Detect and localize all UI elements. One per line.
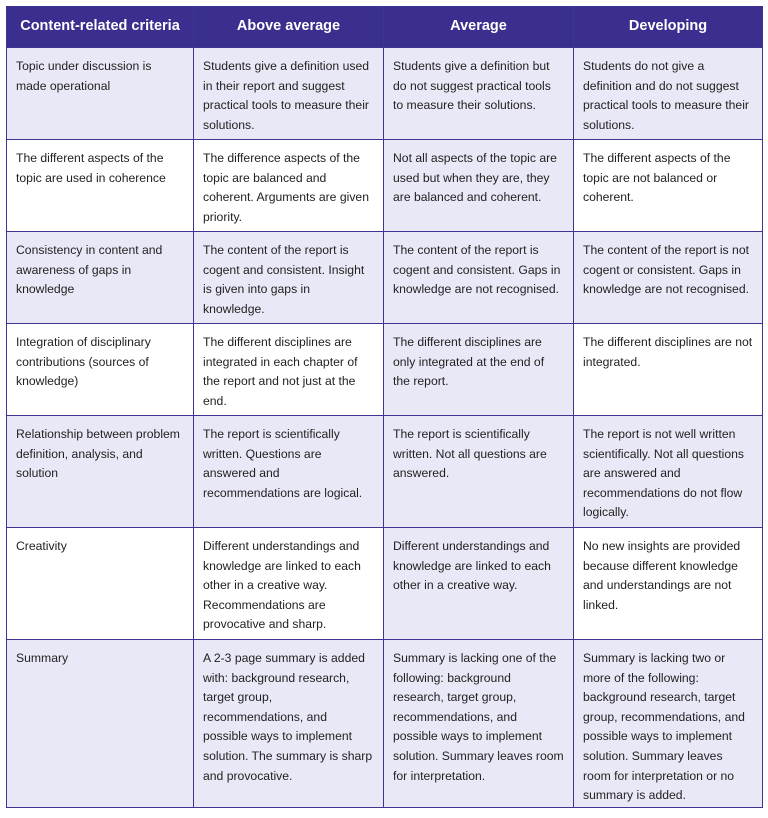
developing-cell: Students do not give a definition and do not suggest practical tools to measure their solutions.: [574, 48, 763, 140]
above-average-cell: Students give a definition used in their report and suggest practical tools to measure their solutions.: [194, 48, 384, 140]
average-cell: Not all aspects of the topic are used but when they are, they are balanced and coherent.: [384, 140, 574, 232]
table-row: [7, 640, 763, 808]
developing-cell: No new insights are provided because different knowledge and understandings are not linked.: [574, 528, 763, 640]
header-average: Average: [384, 7, 574, 48]
developing-cell: The report is not well written scientifically. Not all questions are answered and recommendations do not flow logically.: [574, 416, 763, 528]
header-developing: Developing: [574, 7, 763, 48]
table-row: [7, 140, 763, 232]
average-cell: The different disciplines are only integrated at the end of the report.: [384, 324, 574, 416]
header-criteria: Content-related criteria: [7, 7, 194, 48]
average-cell: Summary is lacking one of the following: background research, target group, recommendations, and possible ways to implement solution. Summary leaves room for interpretation.: [384, 640, 574, 808]
criterion-cell: Integration of disciplinary contributions (sources of knowledge): [7, 324, 194, 416]
developing-cell: Summary is lacking two or more of the following: background research, target group, recommendations, and possible ways to implement solution. Summary leaves room for interpretation or no summary is added.: [574, 640, 763, 808]
criterion-cell: Topic under discussion is made operational: [7, 48, 194, 140]
above-average-cell: A 2-3 page summary is added with: background research, target group, recommendations, and possible ways to implement solution. The summary is sharp and provocative.: [194, 640, 384, 808]
table-row: [7, 48, 763, 140]
table-row: [7, 324, 763, 416]
criterion-cell: Summary: [7, 640, 194, 808]
developing-cell: The different aspects of the topic are not balanced or coherent.: [574, 140, 763, 232]
above-average-cell: The report is scientifically written. Questions are answered and recommendations are logical.: [194, 416, 384, 528]
table-row: [7, 528, 763, 640]
table-row: [7, 416, 763, 528]
header-above-average: Above average: [194, 7, 384, 48]
rubric-table: [6, 6, 763, 808]
header-row: [7, 7, 763, 48]
above-average-cell: The content of the report is cogent and consistent. Insight is given into gaps in knowledge.: [194, 232, 384, 324]
developing-cell: The different disciplines are not integrated.: [574, 324, 763, 416]
above-average-cell: The difference aspects of the topic are balanced and coherent. Arguments are given priority.: [194, 140, 384, 232]
average-cell: Different understandings and knowledge are linked to each other in a creative way.: [384, 528, 574, 640]
table-row: [7, 232, 763, 324]
average-cell: The report is scientifically written. Not all questions are answered.: [384, 416, 574, 528]
criterion-cell: Relationship between problem definition, analysis, and solution: [7, 416, 194, 528]
criterion-cell: Creativity: [7, 528, 194, 640]
average-cell: The content of the report is cogent and consistent. Gaps in knowledge are not recognised.: [384, 232, 574, 324]
criterion-cell: Consistency in content and awareness of gaps in knowledge: [7, 232, 194, 324]
average-cell: Students give a definition but do not suggest practical tools to measure their solutions.: [384, 48, 574, 140]
developing-cell: The content of the report is not cogent or consistent. Gaps in knowledge are not recognised.: [574, 232, 763, 324]
above-average-cell: The different disciplines are integrated in each chapter of the report and not just at the end.: [194, 324, 384, 416]
criterion-cell: The different aspects of the topic are used in coherence: [7, 140, 194, 232]
above-average-cell: Different understandings and knowledge are linked to each other in a creative way. Recommendations are provocative and sharp.: [194, 528, 384, 640]
